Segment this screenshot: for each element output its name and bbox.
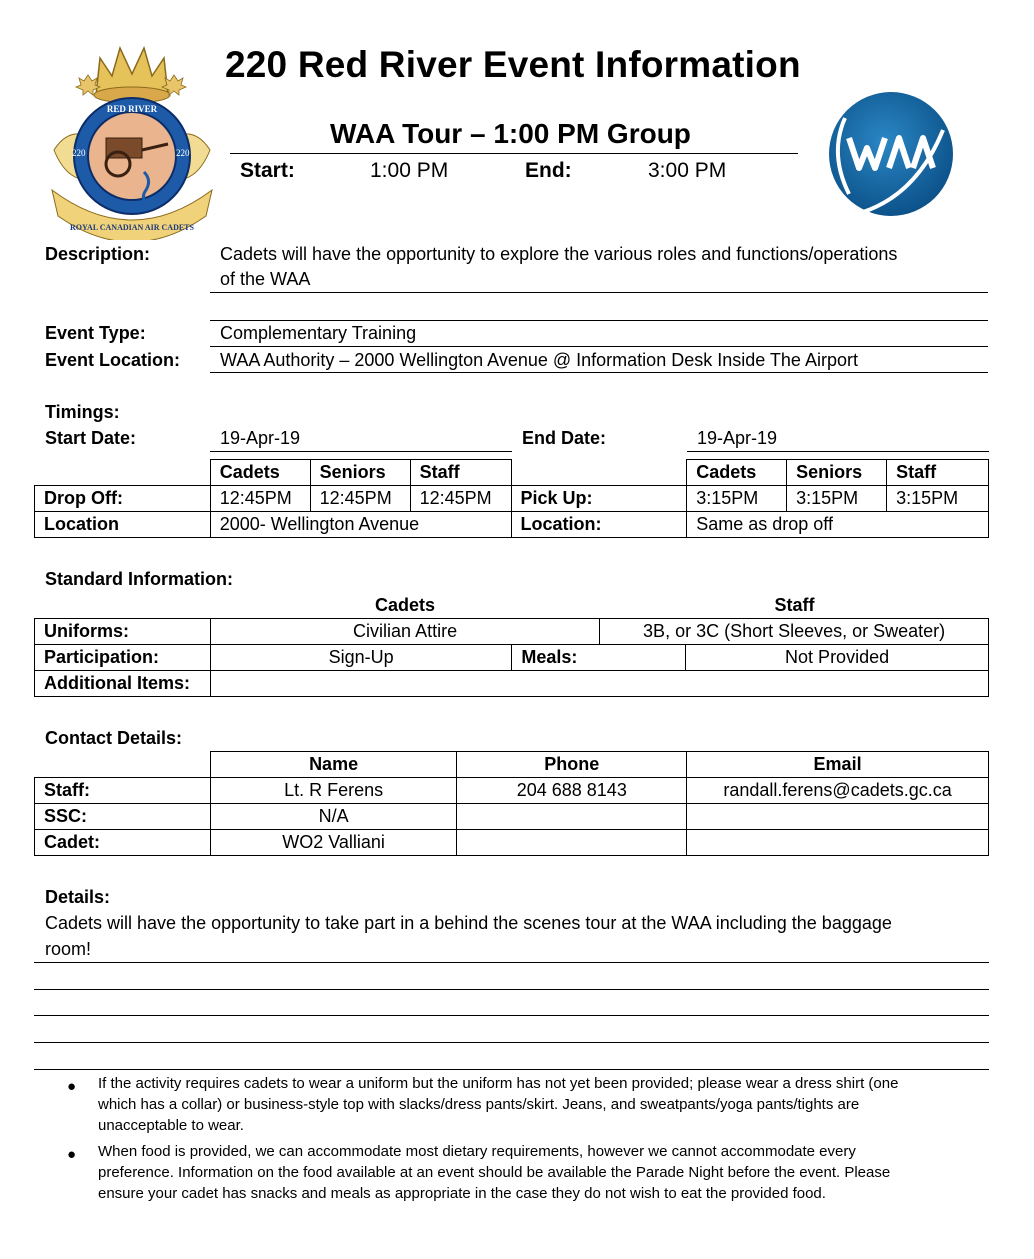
svg-text:ROYAL CANADIAN AIR CADETS: ROYAL CANADIAN AIR CADETS [70, 223, 194, 232]
event-type-rule [210, 346, 988, 347]
timings-heading: Timings: [45, 402, 120, 422]
contacts-table [34, 751, 989, 856]
drop-off-label: Drop Off: [35, 486, 211, 512]
event-location-rule [210, 372, 988, 373]
pickup-col-seniors: Seniors [787, 460, 887, 486]
table-row [35, 804, 989, 830]
pick-location-label: Location: [511, 512, 687, 538]
timings-table [34, 459, 989, 538]
details-rule-2 [34, 989, 989, 990]
contacts-col-email: Email [687, 752, 989, 778]
details-heading: Details: [45, 887, 111, 907]
end-date-label: End Date: [522, 428, 607, 448]
standard-table [34, 618, 989, 697]
start-date-rule [210, 451, 512, 452]
svg-text:220: 220 [176, 148, 190, 158]
pick-up-staff: 3:15PM [887, 486, 989, 512]
details-line-1: Cadets will have the opportunity to take part in a behind the scenes tour at the WAA including the baggage [45, 913, 892, 933]
subtitle-rule [230, 153, 798, 154]
uniforms-cadets: Civilian Attire [210, 619, 599, 645]
standard-heading: Standard Information: [45, 569, 233, 589]
contacts-heading: Contact Details: [45, 728, 183, 748]
timings-col-cadets: Cadets [210, 460, 310, 486]
note-1-line-3: unacceptable to wear. [98, 1117, 244, 1134]
contact-email [687, 804, 989, 830]
contact-role: Cadet: [35, 830, 211, 856]
table-row [35, 830, 989, 856]
description-line-1: Cadets will have the opportunity to explore the various roles and functions/operations [220, 244, 898, 264]
note-2 [98, 1141, 890, 1204]
meals-label: Meals: [512, 645, 686, 671]
start-value: 1:00 PM [370, 159, 449, 182]
contact-role: SSC: [35, 804, 211, 830]
event-location-value: WAA Authority – 2000 Wellington Avenue @ Information Desk Inside The Airport [220, 350, 858, 370]
contact-phone: 204 688 8143 [457, 778, 687, 804]
note-2-line-1: When food is provided, we can accommodate most dietary requirements, however we cannot accommodate every [98, 1143, 856, 1160]
details-rule-5 [34, 1069, 989, 1070]
page-title: 220 Red River Event Information [225, 44, 801, 85]
drop-off-staff: 12:45PM [410, 486, 511, 512]
note-bullet-2: ● [67, 1146, 77, 1163]
meals-value: Not Provided [686, 645, 989, 671]
timings-col-staff: Staff [410, 460, 511, 486]
contacts-col-name: Name [210, 752, 457, 778]
contacts-col-phone: Phone [457, 752, 687, 778]
event-type-value: Complementary Training [220, 323, 417, 343]
start-date-value: 19-Apr-19 [220, 428, 301, 448]
pick-up-seniors: 3:15PM [787, 486, 887, 512]
end-label: End: [525, 159, 572, 182]
squadron-crest [48, 40, 216, 240]
standard-col-cadets: Cadets [374, 595, 436, 615]
end-date-value: 19-Apr-19 [697, 428, 778, 448]
contact-name: N/A [210, 804, 457, 830]
drop-location-label: Location [35, 512, 211, 538]
note-2-line-3: ensure your cadet has snacks and meals as appropriate in the case they do not wish to eat the provided food. [98, 1185, 826, 1202]
participation-label: Participation: [35, 645, 211, 671]
note-bullet-1: ● [67, 1078, 77, 1095]
details-rule-4 [34, 1042, 989, 1043]
svg-text:RED RIVER: RED RIVER [106, 104, 158, 114]
pick-location-value: Same as drop off [687, 512, 989, 538]
event-type-label: Event Type: [45, 323, 146, 343]
contact-name: Lt. R Ferens [210, 778, 457, 804]
description-rule [210, 292, 988, 293]
event-location-label: Event Location: [45, 350, 181, 370]
note-2-line-2: preference. Information on the food available at an event should be available the Parade Night before the event. Please [98, 1164, 891, 1181]
details-rule-3 [34, 1015, 989, 1016]
description-line-2: of the WAA [220, 269, 311, 289]
note-1 [98, 1073, 898, 1136]
start-date-label: Start Date: [45, 428, 137, 448]
pick-up-cadets: 3:15PM [687, 486, 787, 512]
event-type-top-rule [210, 320, 988, 321]
description-label: Description: [45, 244, 151, 264]
timings-col-seniors: Seniors [310, 460, 410, 486]
contact-name: WO2 Valliani [210, 830, 457, 856]
details-line-2: room! [45, 939, 92, 959]
table-row [35, 778, 989, 804]
uniforms-staff: 3B, or 3C (Short Sleeves, or Sweater) [600, 619, 989, 645]
contact-phone [457, 804, 687, 830]
end-date-rule [687, 451, 989, 452]
waa-logo [827, 90, 955, 218]
uniforms-label: Uniforms: [35, 619, 211, 645]
event-subtitle: WAA Tour – 1:00 PM Group [330, 118, 691, 149]
start-label: Start: [240, 159, 295, 182]
additional-items-label: Additional Items: [35, 671, 211, 697]
pickup-col-cadets: Cadets [687, 460, 787, 486]
additional-items-value [210, 671, 988, 697]
pickup-col-staff: Staff [887, 460, 989, 486]
note-1-line-1: If the activity requires cadets to wear a uniform but the uniform has not yet been provided; please wear a dress shirt (one [98, 1075, 899, 1092]
end-value: 3:00 PM [648, 159, 727, 182]
contact-role: Staff: [35, 778, 211, 804]
pick-up-label: Pick Up: [511, 486, 687, 512]
note-1-line-2: which has a collar) or business-style top with slacks/dress pants/skirt. Jeans, and sweatpants/yoga pants/tights are [98, 1096, 860, 1113]
details-rule-1 [34, 962, 989, 963]
contact-email [687, 830, 989, 856]
standard-col-staff: Staff [774, 595, 815, 615]
drop-location-value: 2000- Wellington Avenue [210, 512, 511, 538]
contact-email: randall.ferens@cadets.gc.ca [687, 778, 989, 804]
drop-off-seniors: 12:45PM [310, 486, 410, 512]
contact-phone [457, 830, 687, 856]
svg-text:220: 220 [72, 148, 86, 158]
drop-off-cadets: 12:45PM [210, 486, 310, 512]
participation-value: Sign-Up [210, 645, 511, 671]
